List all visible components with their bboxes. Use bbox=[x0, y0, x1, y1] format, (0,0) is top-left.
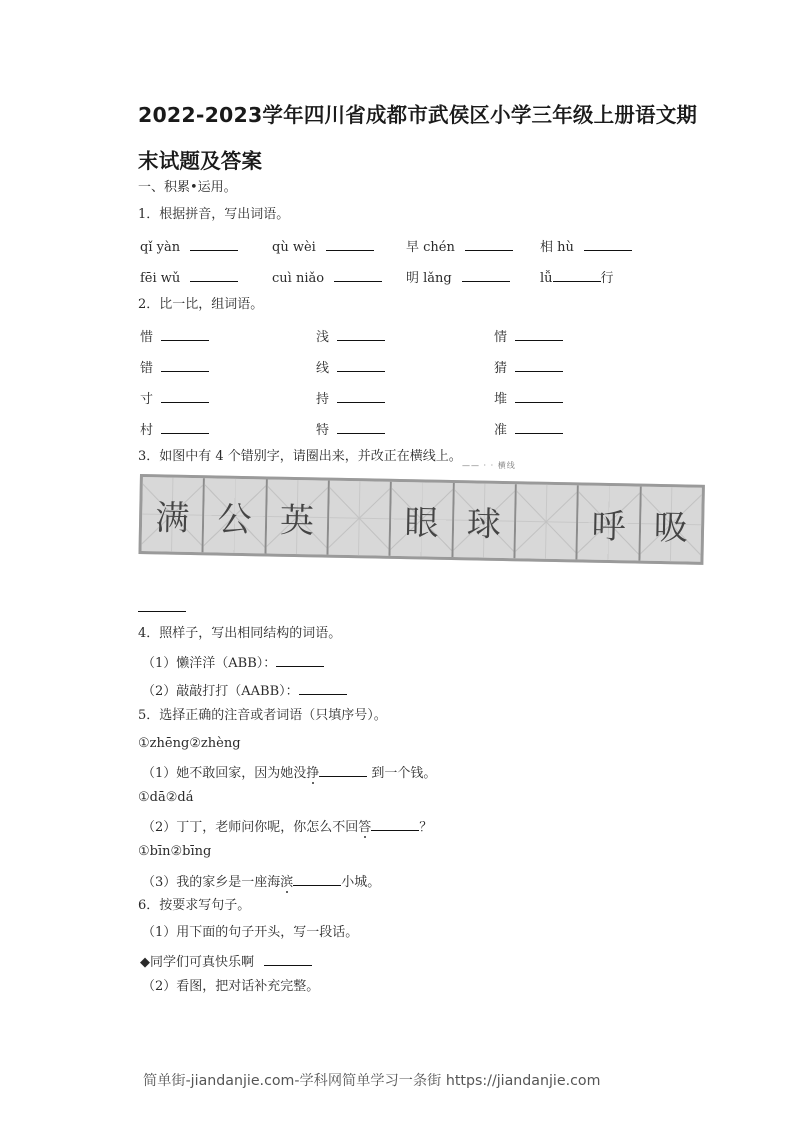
pinyin-item bbox=[406, 236, 513, 257]
answer-blank[interactable] bbox=[138, 597, 186, 612]
pinyin-item bbox=[140, 267, 238, 288]
sentence-text: （1）她不敢回家，因为她没 bbox=[142, 766, 307, 781]
compare-item bbox=[140, 388, 209, 409]
compare-item bbox=[316, 357, 385, 378]
grid-cell bbox=[328, 481, 392, 556]
compare-item bbox=[140, 419, 209, 440]
title-line-2: 末试题及答案 bbox=[138, 149, 263, 173]
question-2-prompt: 2．比一比，组词语。 bbox=[138, 297, 264, 312]
answer-blank[interactable] bbox=[326, 236, 374, 251]
answer-line bbox=[138, 597, 186, 618]
question-5-sentence-3 bbox=[142, 871, 380, 892]
compare-char: 准 bbox=[494, 423, 508, 438]
sentence-text: （2）丁丁，老师问你呢，你怎么不回 bbox=[142, 820, 359, 835]
compare-item bbox=[494, 357, 563, 378]
answer-blank[interactable] bbox=[161, 326, 209, 341]
answer-blank[interactable] bbox=[371, 816, 419, 831]
sentence-text: ？ bbox=[419, 820, 433, 835]
question-5-sentence-1 bbox=[142, 762, 436, 783]
dotted-char: 答 bbox=[358, 820, 372, 835]
pinyin-text: 早 chén bbox=[406, 240, 455, 255]
compare-char: 特 bbox=[316, 423, 330, 438]
compare-char: 堆 bbox=[494, 392, 508, 407]
pinyin-text: qù wèi bbox=[272, 240, 316, 255]
compare-char: 村 bbox=[140, 423, 154, 438]
compare-char: 线 bbox=[316, 361, 330, 376]
question-3-prompt: 3．如图中有 4 个错别字，请圈出来，并改正在横线上。 bbox=[138, 449, 462, 464]
answer-blank[interactable] bbox=[161, 357, 209, 372]
sentence-text: （3）我的家乡是一座海 bbox=[142, 875, 281, 890]
image-caption-fragment: —— · · 横线 bbox=[462, 461, 516, 470]
section-heading: 一、积累•运用。 bbox=[138, 180, 237, 195]
question-5-sentence-2 bbox=[142, 816, 432, 837]
dotted-char: 挣 bbox=[306, 766, 320, 781]
compare-char: 浅 bbox=[316, 330, 330, 345]
pinyin-suffix: 行 bbox=[600, 271, 614, 286]
grid-cell: 球 bbox=[453, 483, 517, 558]
compare-item bbox=[494, 326, 563, 347]
answer-blank[interactable] bbox=[465, 236, 513, 251]
question-5-prompt: 5．选择正确的注音或者词语（只填序号）。 bbox=[138, 708, 387, 723]
answer-blank[interactable] bbox=[337, 419, 385, 434]
answer-blank[interactable] bbox=[337, 388, 385, 403]
answer-blank[interactable] bbox=[334, 267, 382, 282]
answer-blank[interactable] bbox=[515, 326, 563, 341]
item-label: （1）懒洋洋（ABB）： bbox=[142, 656, 277, 671]
compare-item bbox=[316, 419, 385, 440]
pinyin-text: fēi wǔ bbox=[140, 271, 181, 286]
grid-cell bbox=[515, 484, 579, 559]
compare-char: 持 bbox=[316, 392, 330, 407]
answer-blank[interactable] bbox=[190, 236, 238, 251]
sentence-text: 小城。 bbox=[341, 875, 381, 890]
question-1-prompt: 1．根据拼音，写出词语。 bbox=[138, 207, 290, 222]
answer-blank[interactable] bbox=[515, 419, 563, 434]
compare-item bbox=[316, 326, 385, 347]
answer-blank[interactable] bbox=[515, 357, 563, 372]
pinyin-item bbox=[140, 236, 238, 257]
question-4-item-2 bbox=[142, 680, 347, 701]
compare-item bbox=[316, 388, 385, 409]
grid-cell: 满 bbox=[142, 477, 206, 552]
answer-blank[interactable] bbox=[264, 951, 312, 966]
question-4-item-1 bbox=[142, 652, 324, 673]
answer-blank[interactable] bbox=[161, 388, 209, 403]
compare-char: 错 bbox=[140, 361, 154, 376]
grid-cell: 呼 bbox=[578, 485, 642, 560]
compare-item bbox=[140, 326, 209, 347]
answer-blank[interactable] bbox=[462, 267, 510, 282]
answer-blank[interactable] bbox=[293, 871, 341, 886]
item-label: （2）敲敲打打（AABB）： bbox=[142, 684, 299, 699]
page-title bbox=[138, 92, 698, 184]
title-line-1: 2022-2023学年四川省成都市武侯区小学三年级上册语文期 bbox=[138, 103, 698, 127]
compare-item bbox=[494, 388, 563, 409]
question-6-prompt: 6．按要求写句子。 bbox=[138, 898, 251, 913]
pinyin-options-2: ①dā②dá bbox=[138, 790, 194, 805]
question-6-item-1: （1）用下面的句子开头，写一段话。 bbox=[142, 925, 359, 940]
answer-blank[interactable] bbox=[553, 267, 601, 282]
answer-blank[interactable] bbox=[190, 267, 238, 282]
sentence-text: 到一个钱。 bbox=[367, 766, 437, 781]
pinyin-text: qǐ yàn bbox=[140, 240, 181, 255]
answer-blank[interactable] bbox=[161, 419, 209, 434]
answer-blank[interactable] bbox=[319, 762, 367, 777]
pinyin-item bbox=[272, 267, 382, 288]
pinyin-options-1: ①zhēng②zhèng bbox=[138, 736, 241, 751]
character-grid-strip bbox=[138, 474, 704, 565]
footer-watermark: 简单街-jiandanjie.com-学科网简单学习一条街 https://jiandanjie.com bbox=[143, 1073, 601, 1089]
compare-item bbox=[494, 419, 563, 440]
answer-blank[interactable] bbox=[584, 236, 632, 251]
pinyin-options-3: ①bīn②bīng bbox=[138, 844, 212, 859]
pinyin-item bbox=[406, 267, 510, 288]
answer-blank[interactable] bbox=[515, 388, 563, 403]
pinyin-text: 明 lǎng bbox=[406, 271, 452, 286]
pinyin-text: lǚ bbox=[540, 271, 553, 286]
answer-blank[interactable] bbox=[276, 652, 324, 667]
grid-cell: 吸 bbox=[640, 487, 702, 562]
answer-blank[interactable] bbox=[337, 326, 385, 341]
question-4-prompt: 4．照样子，写出相同结构的词语。 bbox=[138, 626, 342, 641]
compare-char: 寸 bbox=[140, 392, 154, 407]
dotted-char: 滨 bbox=[280, 875, 294, 890]
question-6-sentence bbox=[140, 951, 312, 972]
pinyin-item bbox=[272, 236, 374, 257]
pinyin-item bbox=[540, 267, 614, 288]
sentence-text: ◆同学们可真快乐啊 bbox=[140, 955, 254, 970]
grid-cell: 眼 bbox=[391, 482, 455, 557]
pinyin-text: 相 hù bbox=[540, 240, 574, 255]
grid-cell: 公 bbox=[204, 478, 268, 553]
handwriting-image bbox=[140, 461, 707, 574]
pinyin-text: cuì niǎo bbox=[272, 271, 325, 286]
compare-char: 情 bbox=[494, 330, 508, 345]
compare-char: 猜 bbox=[494, 361, 508, 376]
grid-cell: 英 bbox=[266, 479, 330, 554]
question-6-item-2: （2）看图，把对话补充完整。 bbox=[142, 979, 320, 994]
answer-blank[interactable] bbox=[299, 680, 347, 695]
compare-char: 惜 bbox=[140, 330, 154, 345]
pinyin-item bbox=[540, 236, 632, 257]
answer-blank[interactable] bbox=[337, 357, 385, 372]
compare-item bbox=[140, 357, 209, 378]
